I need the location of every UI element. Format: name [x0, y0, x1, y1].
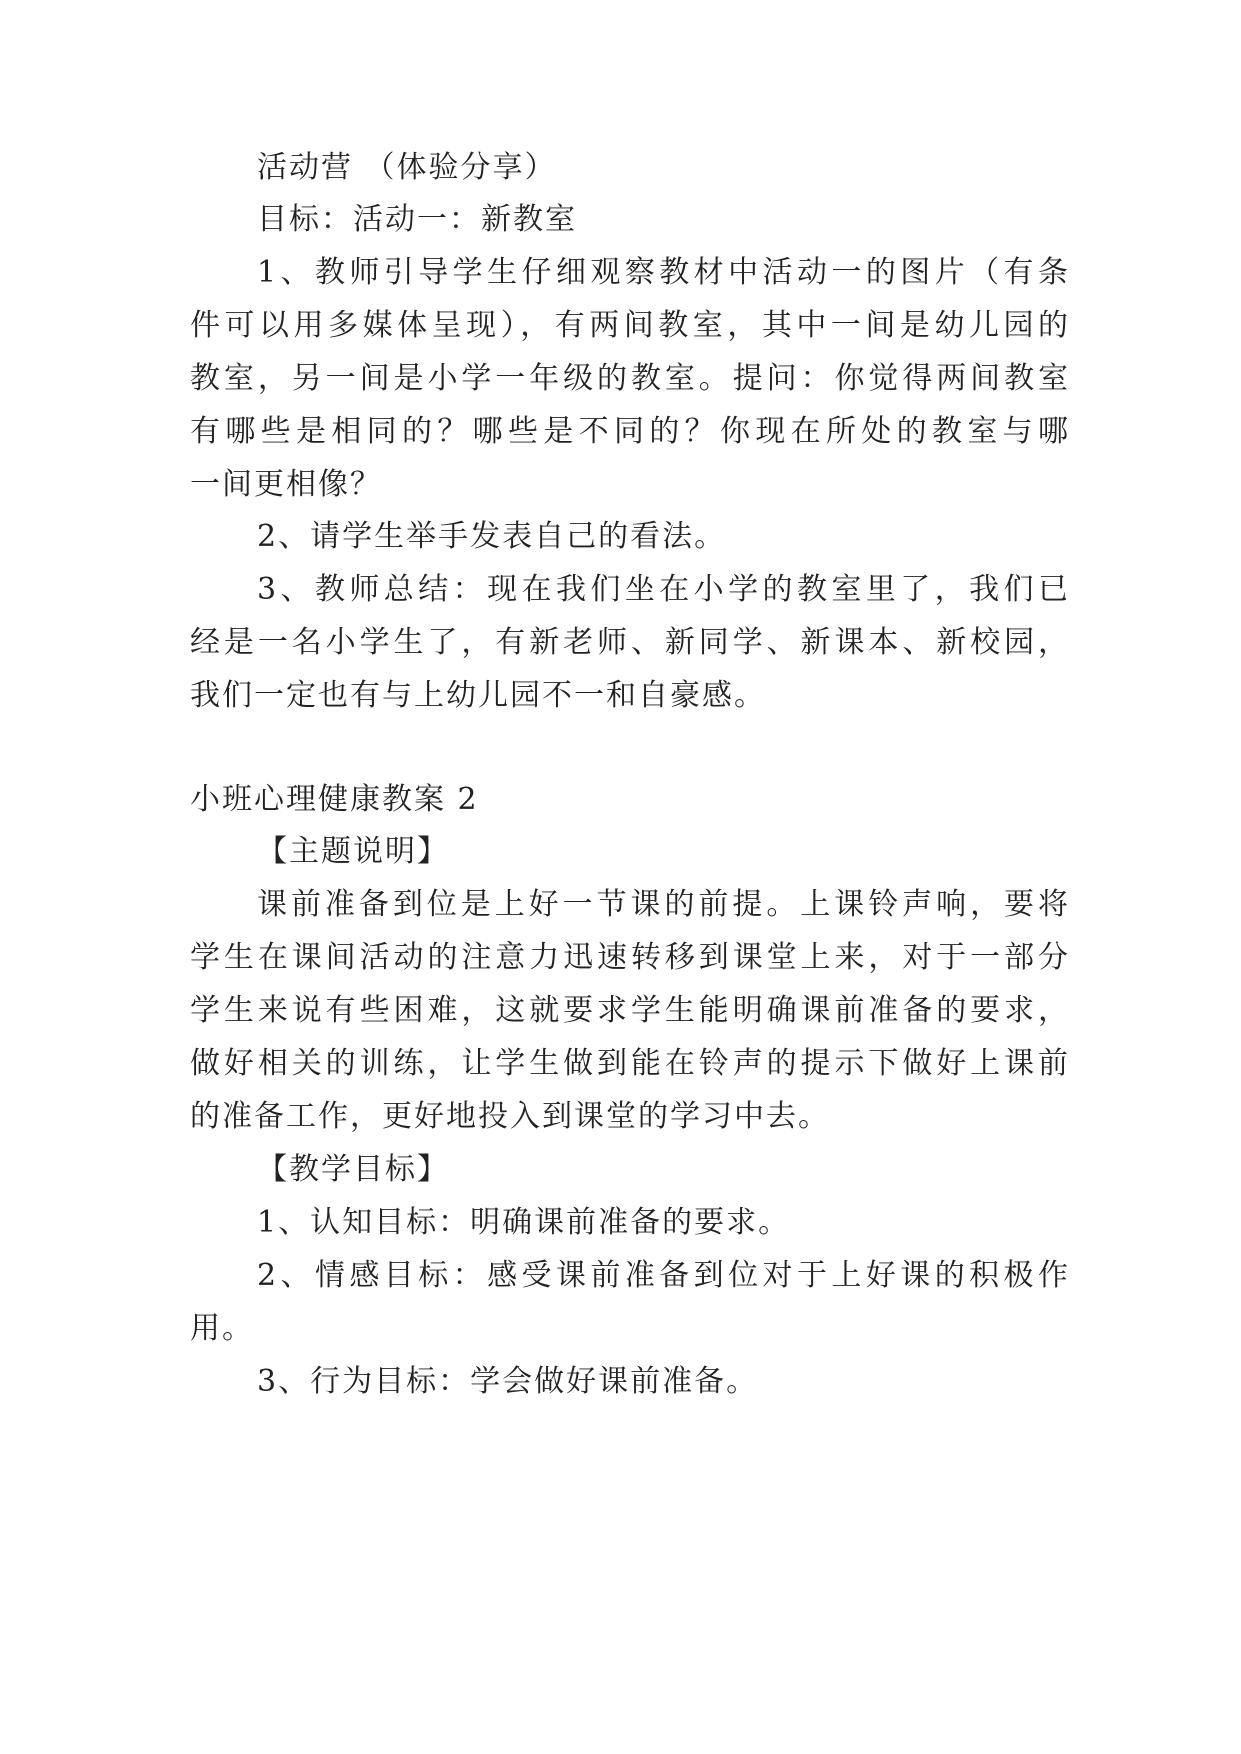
paragraph-line: 一间更相像？ [190, 467, 382, 502]
paragraph-line: 学生来说有些困难，这就要求学生能明确课前准备的要求， [190, 993, 1070, 1028]
activity-goal: 目标：活动一：新教室 [257, 202, 577, 237]
paragraph-line: 1、教师引导学生仔细观察教材中活动一的图片（有条 [257, 255, 1070, 290]
paragraph-line: 教室，另一间是小学一年级的教室。提问：你觉得两间教室 [190, 361, 1070, 396]
paragraph-line: 课前准备到位是上好一节课的前提。上课铃声响，要将 [257, 887, 1070, 922]
paragraph-line: 的准备工作，更好地投入到课堂的学习中去。 [190, 1099, 830, 1134]
goal-item: 用。 [190, 1311, 254, 1346]
paragraph-line: 3、教师总结：现在我们坐在小学的教室里了，我们已 [257, 572, 1070, 607]
activity-heading: 活动营 （体验分享） [257, 150, 557, 185]
subheading-goals: 【教学目标】 [257, 1152, 449, 1187]
paragraph-line: 做好相关的训练，让学生做到能在铃声的提示下做好上课前 [190, 1046, 1070, 1081]
paragraph-line: 学生在课间活动的注意力迅速转移到课堂上来，对于一部分 [190, 940, 1070, 975]
paragraph-line: 2、请学生举手发表自己的看法。 [257, 519, 727, 554]
goal-item: 1、认知目标：明确课前准备的要求。 [257, 1205, 791, 1240]
goal-item: 3、行为目标：学会做好课前准备。 [257, 1364, 759, 1399]
paragraph-line: 有哪些是相同的？哪些是不同的？你现在所处的教室与哪 [190, 414, 1070, 449]
section-title: 小班心理健康教案 2 [190, 782, 479, 817]
goal-item: 2、情感目标：感受课前准备到位对于上好课的积极作 [257, 1258, 1070, 1293]
subheading-theme: 【主题说明】 [257, 834, 449, 869]
paragraph-line: 经是一名小学生了，有新老师、新同学、新课本、新校园， [190, 625, 1070, 660]
paragraph-line: 我们一定也有与上幼儿园不一和自豪感。 [190, 678, 766, 713]
paragraph-line: 件可以用多媒体呈现），有两间教室，其中一间是幼儿园的 [190, 308, 1070, 343]
